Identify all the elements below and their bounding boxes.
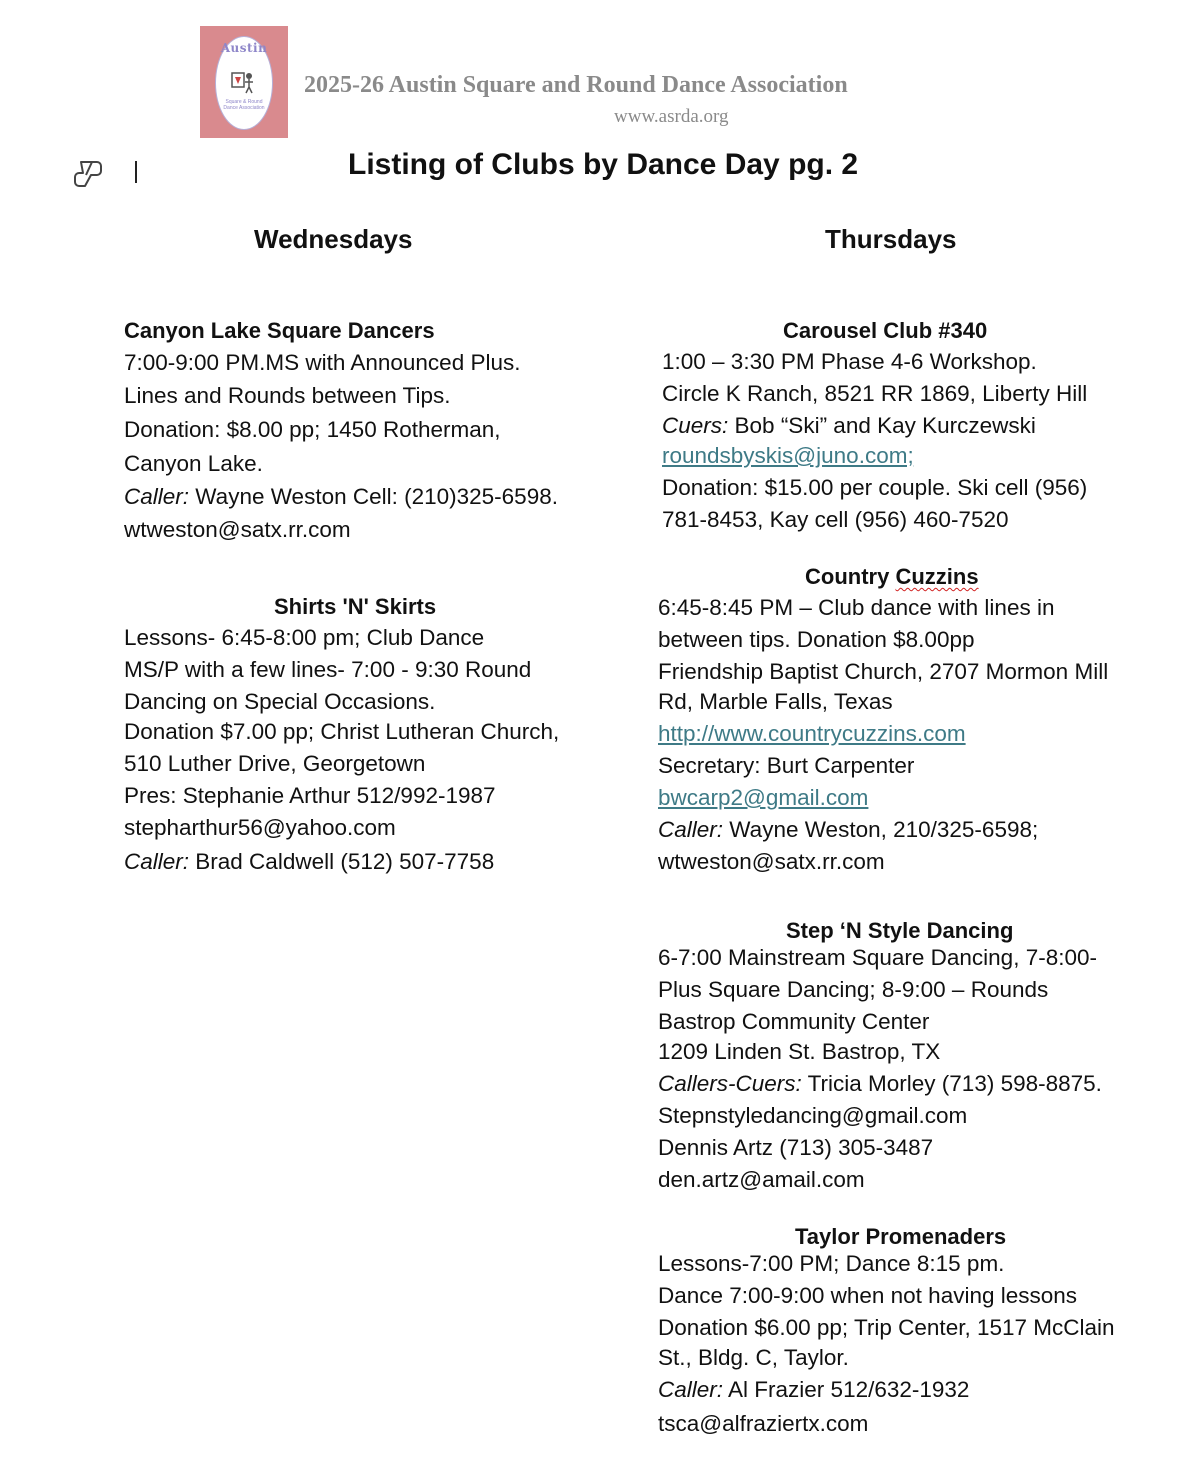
club-line: Circle K Ranch, 8521 RR 1869, Liberty Hill bbox=[662, 381, 1088, 406]
wednesdays-heading: Wednesdays bbox=[254, 224, 413, 254]
club-line: Dennis Artz (713) 305-3487 bbox=[658, 1135, 934, 1160]
club-line: Dance 7:00-9:00 when not having lessons bbox=[658, 1283, 1078, 1308]
club-name-step-n-style: Step ‘N Style Dancing bbox=[786, 918, 1014, 943]
club-line: Donation: $8.00 pp; 1450 Rotherman, bbox=[124, 417, 501, 442]
logo-text: Austin bbox=[220, 41, 268, 55]
spellcheck-word[interactable]: Cuzzins bbox=[895, 564, 979, 589]
website-link[interactable]: http://www.countrycuzzins.com bbox=[658, 721, 966, 746]
club-name-country-cuzzins bbox=[805, 564, 979, 590]
dancers-icon bbox=[230, 67, 258, 95]
club-name-carousel: Carousel Club #340 bbox=[783, 318, 988, 343]
email-link[interactable]: bwcarp2@gmail.com bbox=[658, 785, 869, 810]
caller-text: Al Frazier 512/632-1932 bbox=[723, 1377, 970, 1402]
club-email: den.artz@amail.com bbox=[658, 1167, 865, 1192]
logo-subtext: Square & Round Dance Association bbox=[223, 99, 265, 111]
club-line: 1209 Linden St. Bastrop, TX bbox=[658, 1039, 941, 1064]
club-line-caller bbox=[124, 846, 494, 878]
club-line: Friendship Baptist Church, 2707 Mormon Mill bbox=[658, 659, 1109, 684]
club-line: Canyon Lake. bbox=[124, 451, 263, 476]
callers-text: Tricia Morley (713) 598-8875. bbox=[801, 1071, 1102, 1096]
club-name-part: Country bbox=[805, 564, 896, 589]
club-line: 6:45-8:45 PM – Club dance with lines in bbox=[658, 595, 1055, 620]
club-line: Pres: Stephanie Arthur 512/992-1987 bbox=[124, 783, 496, 808]
page-title: Listing of Clubs by Dance Day pg. 2 bbox=[348, 148, 859, 181]
club-line: 510 Luther Drive, Georgetown bbox=[124, 751, 426, 776]
club-line: Donation $6.00 pp; Trip Center, 1517 McClain bbox=[658, 1315, 1115, 1340]
caller-label: Caller: bbox=[658, 817, 724, 842]
club-line: 781-8453, Kay cell (956) 460-7520 bbox=[662, 507, 1009, 532]
club-line: Secretary: Burt Carpenter bbox=[658, 753, 915, 778]
copilot-icon[interactable] bbox=[71, 159, 105, 189]
club-line: Lines and Rounds between Tips. bbox=[124, 383, 451, 408]
club-line-cuers bbox=[662, 410, 1036, 442]
cuers-label: Cuers: bbox=[662, 413, 729, 438]
club-name-canyon-lake: Canyon Lake Square Dancers bbox=[124, 318, 435, 343]
club-line: 7:00-9:00 PM.MS with Announced Plus. bbox=[124, 350, 521, 375]
club-line-callers bbox=[658, 1068, 1102, 1100]
club-line-caller bbox=[124, 481, 558, 513]
logo-oval bbox=[215, 36, 273, 130]
callers-label: Callers-Cuers: bbox=[658, 1071, 802, 1096]
caller-label: Caller: bbox=[124, 849, 190, 874]
association-logo bbox=[200, 26, 288, 138]
email-link[interactable]: roundsbyskis@juno.com; bbox=[662, 443, 914, 468]
club-line: Donation: $15.00 per couple. Ski cell (956) bbox=[662, 475, 1088, 500]
organization-url[interactable]: www.asrda.org bbox=[614, 106, 729, 127]
thursdays-heading: Thursdays bbox=[825, 224, 957, 254]
club-line-caller bbox=[658, 1374, 969, 1406]
club-line: 1:00 – 3:30 PM Phase 4-6 Workshop. bbox=[662, 349, 1037, 374]
club-email: wtweston@satx.rr.com bbox=[658, 849, 885, 874]
club-line: Plus Square Dancing; 8-9:00 – Rounds bbox=[658, 977, 1049, 1002]
club-name-taylor-promenaders: Taylor Promenaders bbox=[795, 1224, 1007, 1249]
caller-label: Caller: bbox=[658, 1377, 724, 1402]
club-line: Donation $7.00 pp; Christ Lutheran Church, bbox=[124, 719, 560, 744]
cuers-text: Bob “Ski” and Kay Kurczewski bbox=[728, 413, 1036, 438]
club-email: stepharthur56@yahoo.com bbox=[124, 815, 396, 840]
club-line: between tips. Donation $8.00pp bbox=[658, 627, 975, 652]
club-name-shirts-n-skirts: Shirts 'N' Skirts bbox=[274, 594, 437, 619]
club-line: Lessons- 6:45-8:00 pm; Club Dance bbox=[124, 625, 485, 650]
club-email: wtweston@satx.rr.com bbox=[124, 517, 351, 542]
caller-text: Brad Caldwell (512) 507-7758 bbox=[189, 849, 495, 874]
club-line: Dancing on Special Occasions. bbox=[124, 689, 436, 714]
caller-label: Caller: bbox=[124, 484, 190, 509]
club-line: Lessons-7:00 PM; Dance 8:15 pm. bbox=[658, 1251, 1005, 1276]
club-line: 6-7:00 Mainstream Square Dancing, 7-8:00- bbox=[658, 945, 1097, 970]
club-line: MS/P with a few lines- 7:00 - 9:30 Round bbox=[124, 657, 532, 682]
club-line: St., Bldg. C, Taylor. bbox=[658, 1345, 849, 1370]
club-email: tsca@alfraziertx.com bbox=[658, 1411, 869, 1436]
club-line: Rd, Marble Falls, Texas bbox=[658, 689, 893, 714]
organization-title: 2025-26 Austin Square and Round Dance Association bbox=[304, 72, 848, 98]
caller-text: Wayne Weston Cell: (210)325-6598. bbox=[189, 484, 558, 509]
caller-text: Wayne Weston, 210/325-6598; bbox=[723, 817, 1039, 842]
club-line: Bastrop Community Center bbox=[658, 1009, 930, 1034]
text-cursor bbox=[135, 161, 137, 183]
club-line-caller bbox=[658, 814, 1038, 846]
club-email: Stepnstyledancing@gmail.com bbox=[658, 1103, 968, 1128]
